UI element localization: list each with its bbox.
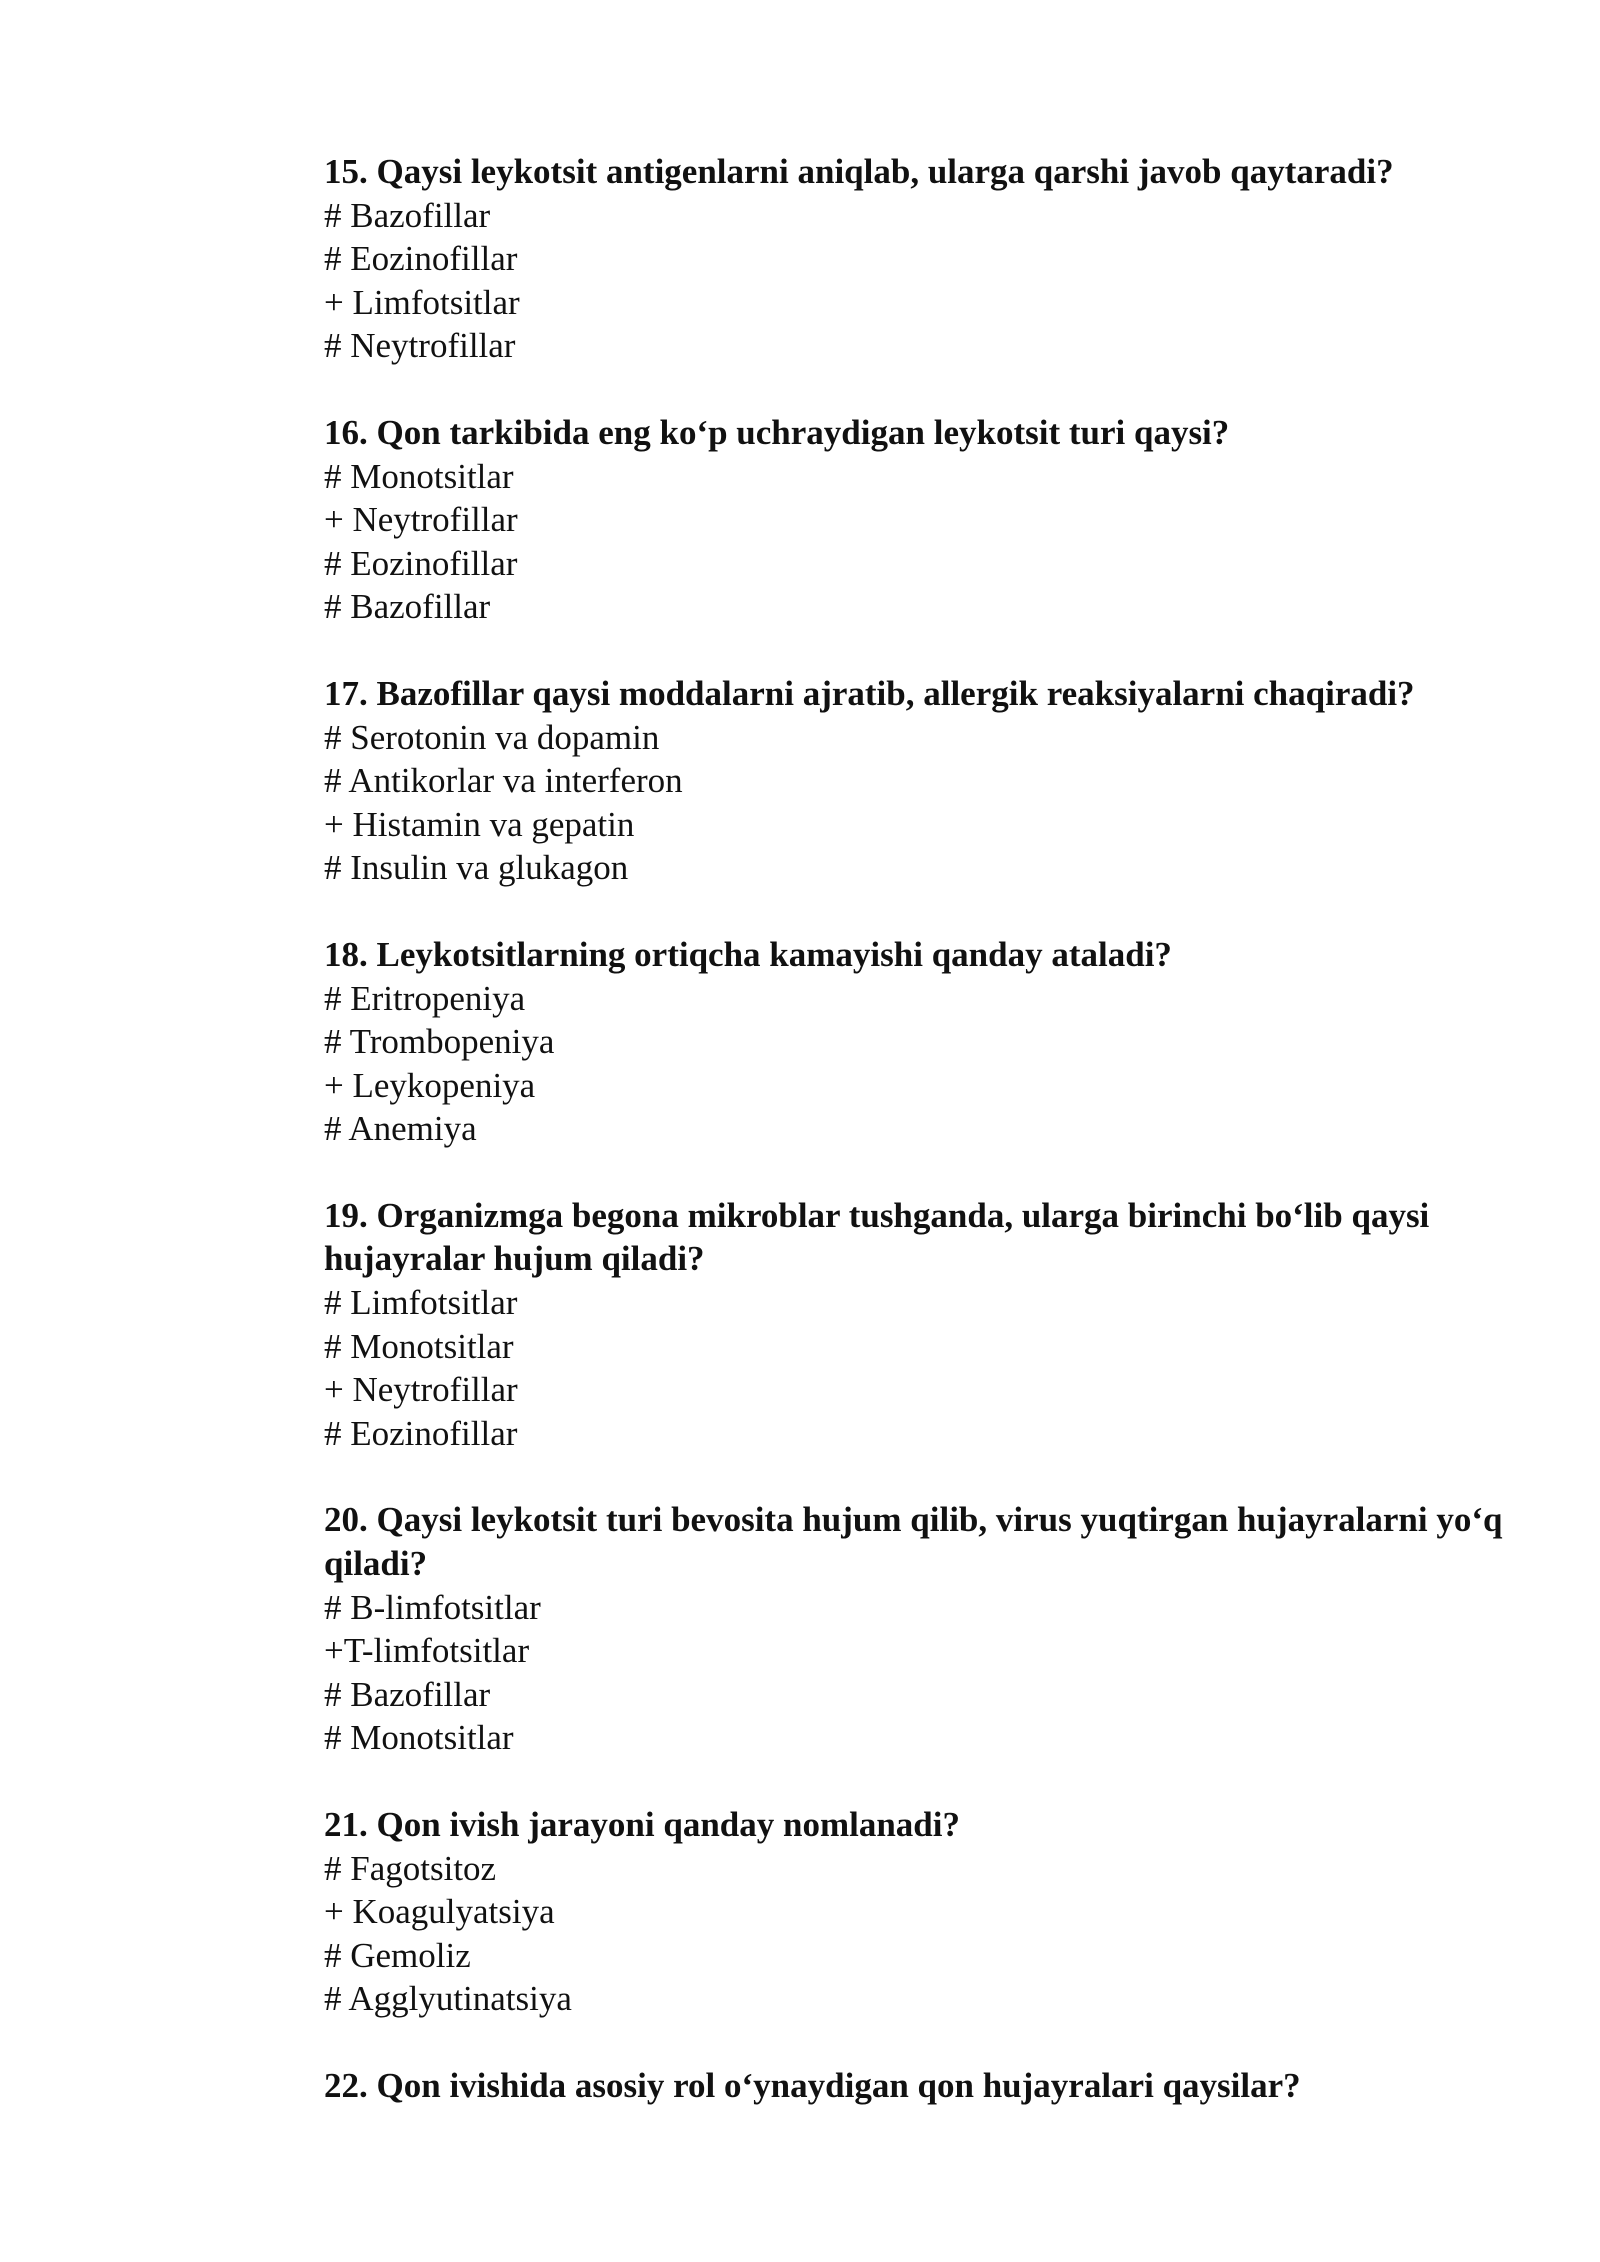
question-20 bbox=[324, 1498, 1554, 1760]
question-title: 15. Qaysi leykotsit antigenlarni aniqlab, ularga qarshi javob qaytaradi? bbox=[324, 152, 1394, 191]
answer-option: # Limfotsitlar bbox=[324, 1283, 518, 1323]
question-title: 16. Qon tarkibida eng koʻp uchraydigan leykotsit turi qaysi? bbox=[324, 412, 1230, 452]
question-title: 21. Qon ivish jarayoni qanday nomlanadi? bbox=[324, 1805, 960, 1844]
answer-option: # Eozinofillar bbox=[324, 543, 518, 583]
answer-option: # Bazofillar bbox=[324, 1674, 491, 1714]
answer-option: # Eozinofillar bbox=[324, 1413, 518, 1453]
answer-option: + Neytrofillar bbox=[324, 500, 518, 540]
answer-option: + Histamin va gepatin bbox=[324, 804, 635, 844]
answer-option: + Koagulyatsiya bbox=[324, 1892, 555, 1932]
question-title: 18. Leykotsitlarning ortiqcha kamayishi qanday ataladi? bbox=[324, 934, 1172, 974]
answer-option: # Neytrofillar bbox=[324, 326, 516, 366]
answer-option: # Monotsitlar bbox=[324, 1718, 514, 1758]
answer-option: # Trombopeniya bbox=[324, 1022, 555, 1062]
question-title: 22. Qon ivishida asosiy rol oʻynaydigan qon hujayralari qaysilar? bbox=[324, 2065, 1301, 2105]
question-19 bbox=[324, 1194, 1554, 1456]
answer-option: + Leykopeniya bbox=[324, 1065, 536, 1105]
answer-option: # Monotsitlar bbox=[324, 456, 514, 496]
document-page bbox=[324, 150, 1554, 2151]
answer-option: # Antikorlar va interferon bbox=[324, 761, 683, 801]
answer-option: # Bazofillar bbox=[324, 195, 491, 235]
question-16 bbox=[324, 411, 1554, 629]
answer-option: # Gemoliz bbox=[324, 1935, 471, 1975]
question-17 bbox=[324, 672, 1554, 890]
question-18 bbox=[324, 933, 1554, 1151]
answer-option: # Serotonin va dopamin bbox=[324, 717, 660, 757]
question-21 bbox=[324, 1803, 1554, 2021]
question-15 bbox=[324, 150, 1554, 368]
answer-option: # Bazofillar bbox=[324, 587, 491, 627]
answer-option: +T-limfotsitlar bbox=[324, 1631, 530, 1671]
answer-option: + Limfotsitlar bbox=[324, 282, 520, 322]
question-22 bbox=[324, 2064, 1554, 2108]
question-title: 20. Qaysi leykotsit turi bevosita hujum qilib, virus yuqtirgan hujayralarni yoʻq qiladi? bbox=[324, 1500, 1503, 1584]
answer-option: # B-limfotsitlar bbox=[324, 1587, 541, 1627]
answer-option: # Monotsitlar bbox=[324, 1326, 514, 1366]
answer-option: # Agglyutinatsiya bbox=[324, 1979, 572, 2019]
answer-option: # Eozinofillar bbox=[324, 239, 518, 279]
answer-option: # Eritropeniya bbox=[324, 978, 526, 1018]
answer-option: # Anemiya bbox=[324, 1109, 477, 1149]
question-title: 19. Organizmga begona mikroblar tushganda, ularga birinchi boʻlib qaysi hujayralar hujum qiladi? bbox=[324, 1195, 1430, 1279]
answer-option: # Insulin va glukagon bbox=[324, 848, 629, 888]
answer-option: + Neytrofillar bbox=[324, 1370, 518, 1410]
question-title: 17. Bazofillar qaysi moddalarni ajratib, allergik reaksiyalarni chaqiradi? bbox=[324, 673, 1415, 713]
answer-option: # Fagotsitoz bbox=[324, 1848, 497, 1888]
